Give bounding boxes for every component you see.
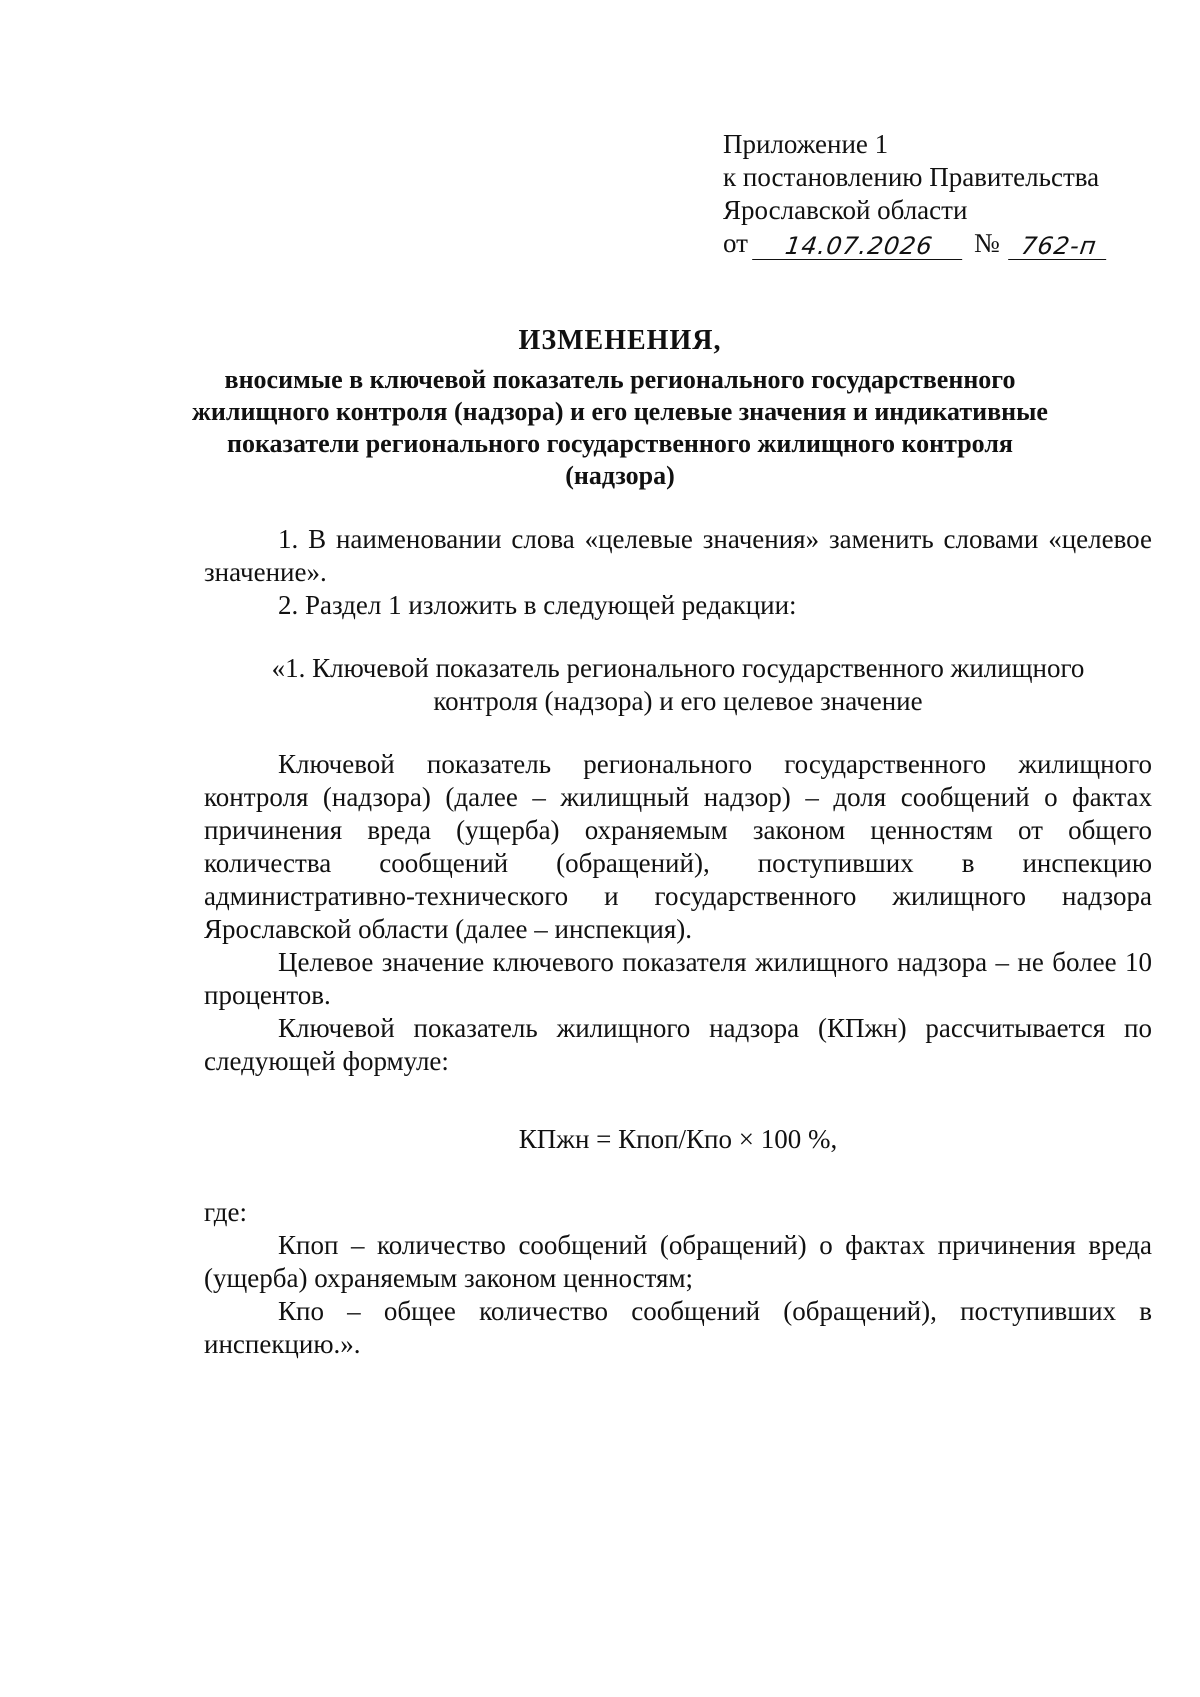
title-subtitle: вносимые в ключевой показатель регионального государственного жилищного контроля (надзора) и его целевые значения и индикативные показатели регионального государственного жилищного контроля (надзора) [192, 365, 1048, 490]
paragraph-1: 1. В наименовании слова «целевые значения» заменить словами «целевое значение». [204, 524, 1152, 587]
appendix-date-number-row [723, 227, 1143, 260]
definition-kpo: Кпо – общее количество сообщений (обращений), поступивших в инспекцию.». [204, 1296, 1152, 1359]
section-heading: «1. Ключевой показатель регионального государственного жилищного контроля (надзора) и его целевое значение [271, 653, 1085, 716]
where-label: где: [204, 1197, 247, 1227]
appendix-line-1: Приложение 1 [723, 129, 889, 159]
definition-kpop: Кпоп – количество сообщений (обращений) о фактах причинения вреда (ущерба) охраняемым законом ценностям; [204, 1230, 1152, 1293]
paragraph-3: Ключевой показатель регионального государственного жилищного контроля (надзора) (далее – жилищный надзор) – доля сообщений о фактах причинения вреда (ущерба) охраняемым законом ценностям от общего количества сообщений (обращений), поступивших в инспекцию административно-технического и государственного жилищного надзора Ярославской области (далее – инспекция). [204, 749, 1152, 944]
document-title [180, 325, 1060, 492]
appendix-line-3: Ярославской области [723, 195, 968, 225]
formula: КПжн = Кпоп/Кпо × 100 %, [518, 1124, 838, 1154]
title-main: ИЗМЕНЕНИЯ, [518, 325, 722, 356]
paragraph-4: Целевое значение ключевого показателя жилищного надзора – не более 10 процентов. [204, 947, 1152, 1010]
date-prefix: от [723, 228, 748, 258]
document-body [204, 523, 1152, 1361]
paragraph-5: Ключевой показатель жилищного надзора (КПжн) рассчитывается по следующей формуле: [204, 1013, 1152, 1076]
number-sign: № [973, 228, 1000, 258]
appendix-line-2: к постановлению Правительства [723, 162, 1100, 192]
handwritten-date: 14.07.2026 [752, 233, 966, 260]
handwritten-number: 762-п [1008, 233, 1110, 260]
paragraph-2: 2. Раздел 1 изложить в следующей редакции: [278, 590, 797, 620]
appendix-header [723, 128, 1143, 260]
